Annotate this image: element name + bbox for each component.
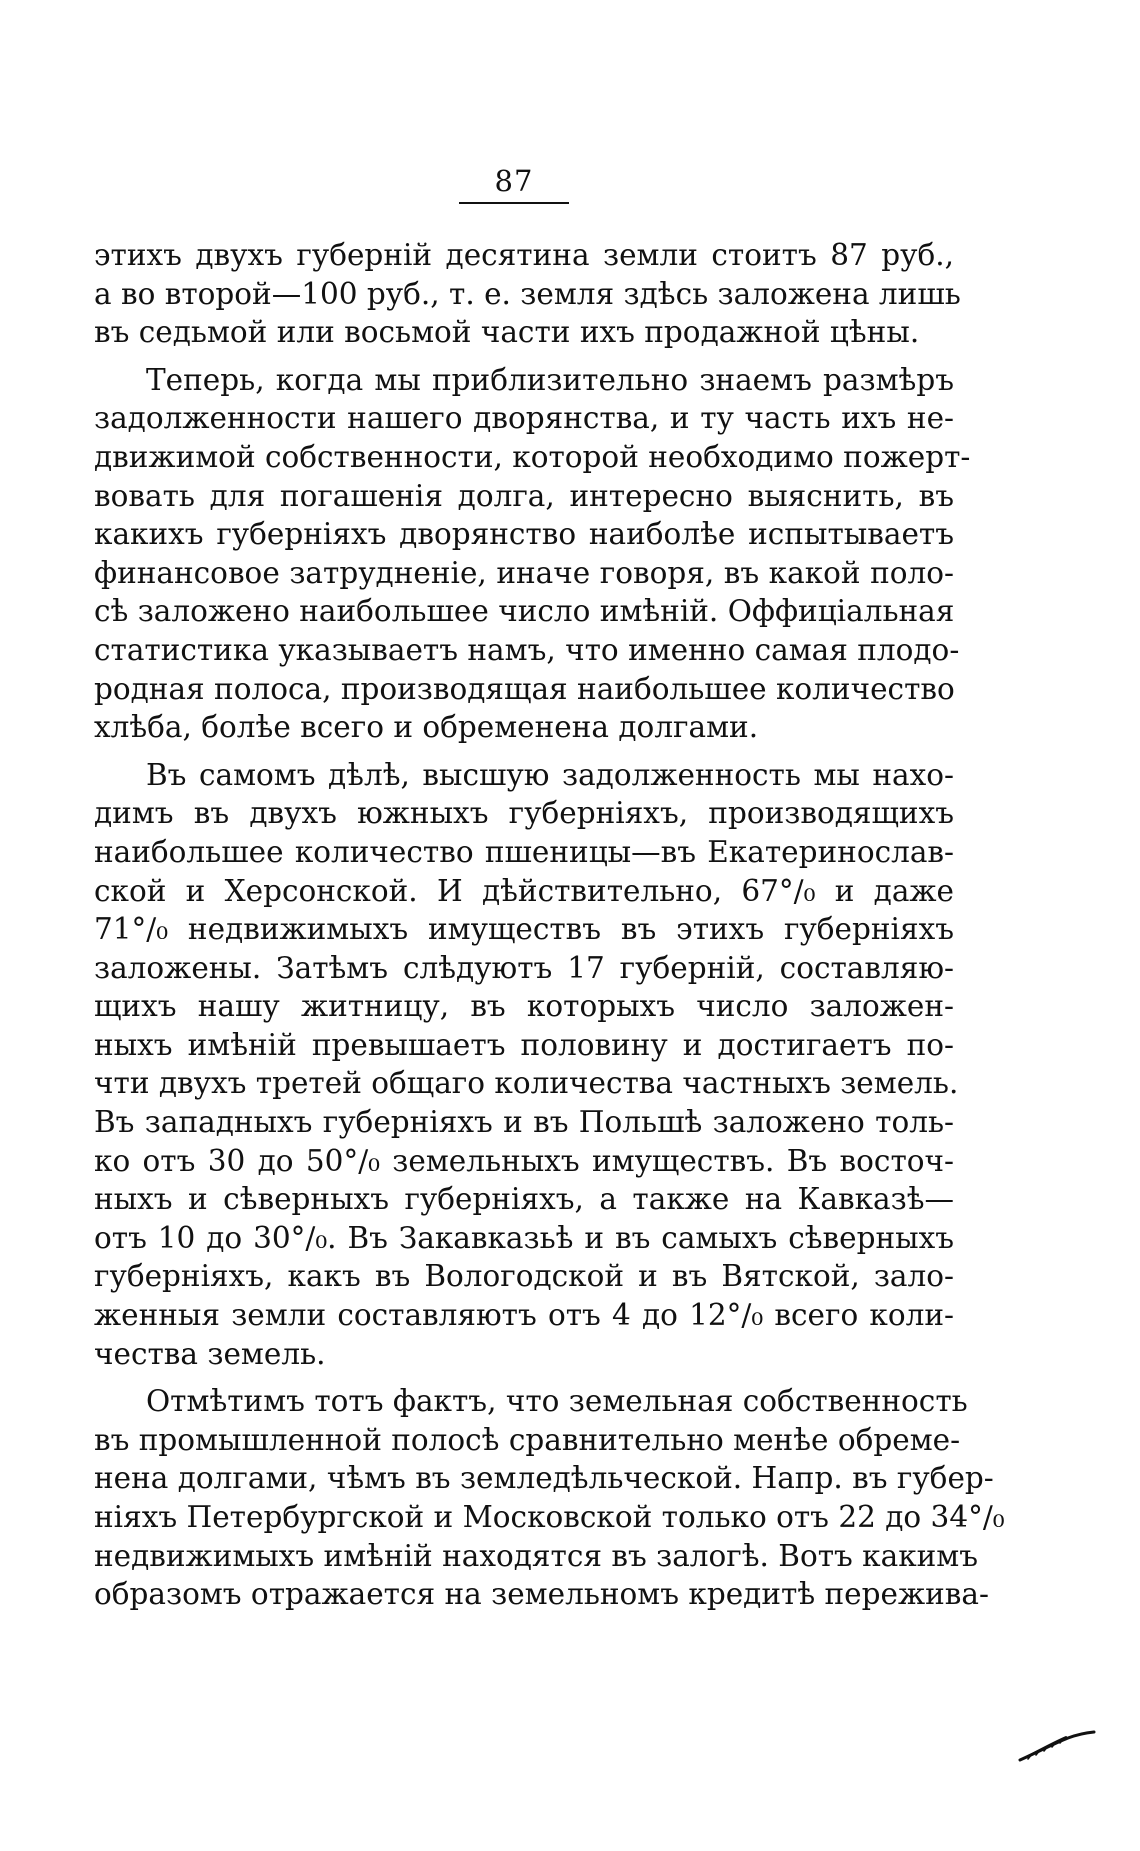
text-line: димъ въ двухъ южныхъ губерніяхъ, производящихъ <box>94 796 954 831</box>
page-number-rule <box>459 202 569 204</box>
text-line: Въ западныхъ губерніяхъ и въ Польшѣ заложено толь- <box>94 1105 954 1140</box>
text-line: ской и Херсонской. И дѣйствительно, 67°/₀ и даже <box>94 873 954 908</box>
text-line: статистика указываетъ намъ, что именно самая плодо- <box>94 632 960 667</box>
text-line: чти двухъ третей общаго количества частныхъ земель. <box>94 1066 959 1101</box>
text-line: въ седьмой или восьмой части ихъ продажной цѣны. <box>94 315 920 350</box>
text-line: хлѣба, болѣе всего и обременена долгами. <box>94 710 759 745</box>
text-line: губерніяхъ, какъ въ Вологодской и въ Вятской, зало- <box>94 1259 954 1294</box>
text-line: ныхъ имѣній превышаетъ половину и достигаетъ по- <box>94 1027 954 1062</box>
paragraph-4 <box>94 1382 1005 1614</box>
text-line: 71°/₀ недвижимыхъ имуществъ въ этихъ губерніяхъ <box>94 912 954 947</box>
text-line: вовать для погашенія долга, интересно выяснить, въ <box>94 478 954 513</box>
text-line: въ промышленной полосѣ сравнительно менѣе обреме- <box>94 1422 961 1457</box>
text-line: задолженности нашего дворянства, и ту часть ихъ не- <box>94 401 954 436</box>
text-line: Въ самомъ дѣлѣ, высшую задолженность мы нахо- <box>146 757 954 792</box>
text-line: нена долгами, чѣмъ въ земледѣльческой. Напр. въ губер- <box>94 1461 994 1496</box>
text-line: ніяхъ Петербургской и Московской только отъ 22 до 34°/₀ <box>94 1500 1005 1534</box>
text-line: Теперь, когда мы приблизительно знаемъ размѣръ <box>146 362 954 397</box>
text-line: ко отъ 30 до 50°/₀ земельныхъ имуществъ. Въ восточ- <box>94 1143 954 1178</box>
ink-mark-icon <box>1018 1724 1098 1764</box>
text-line: Отмѣтимъ тотъ фактъ, что земельная собственность <box>146 1384 968 1419</box>
paragraph-3 <box>94 756 959 1374</box>
text-line: движимой собственности, которой необходимо пожерт- <box>94 439 971 474</box>
text-line: образомъ отражается на земельномъ кредитѣ пережива- <box>94 1577 989 1612</box>
text-line: наибольшее количество пшеницы—въ Екатеринослав- <box>94 834 954 869</box>
text-line: родная полоса, производящая наибольшее количество <box>94 671 955 706</box>
text-line: сѣ заложено наибольшее число имѣній. Оффиціальная <box>94 594 955 629</box>
page-number: 87 <box>494 164 534 198</box>
text-line: женныя земли составляютъ отъ 4 до 12°/₀ всего коли- <box>94 1298 954 1333</box>
body-text <box>94 236 1005 1614</box>
text-line: чества земель. <box>94 1336 326 1371</box>
paragraph-1 <box>94 236 961 352</box>
paragraph-2 <box>94 361 971 747</box>
text-line: а во второй—100 руб., т. е. земля здѣсь заложена лишь <box>94 276 961 311</box>
text-line: этихъ двухъ губерній десятина земли стоитъ 87 руб., <box>94 238 954 272</box>
text-line: щихъ нашу житницу, въ которыхъ число заложен- <box>94 989 954 1024</box>
text-line: ныхъ и сѣверныхъ губерніяхъ, а также на Кавказѣ— <box>94 1182 954 1217</box>
text-line: финансовое затрудненіе, иначе говоря, въ какой поло- <box>94 555 954 590</box>
text-line: недвижимыхъ имѣній находятся въ залогѣ. Вотъ какимъ <box>94 1538 979 1573</box>
text-line: заложены. Затѣмъ слѣдуютъ 17 губерній, составляю- <box>94 950 954 985</box>
text-line: какихъ губерніяхъ дворянство наиболѣе испытываетъ <box>94 517 954 552</box>
text-line: отъ 10 до 30°/₀. Въ Закавказьѣ и въ самыхъ сѣверныхъ <box>94 1220 954 1255</box>
